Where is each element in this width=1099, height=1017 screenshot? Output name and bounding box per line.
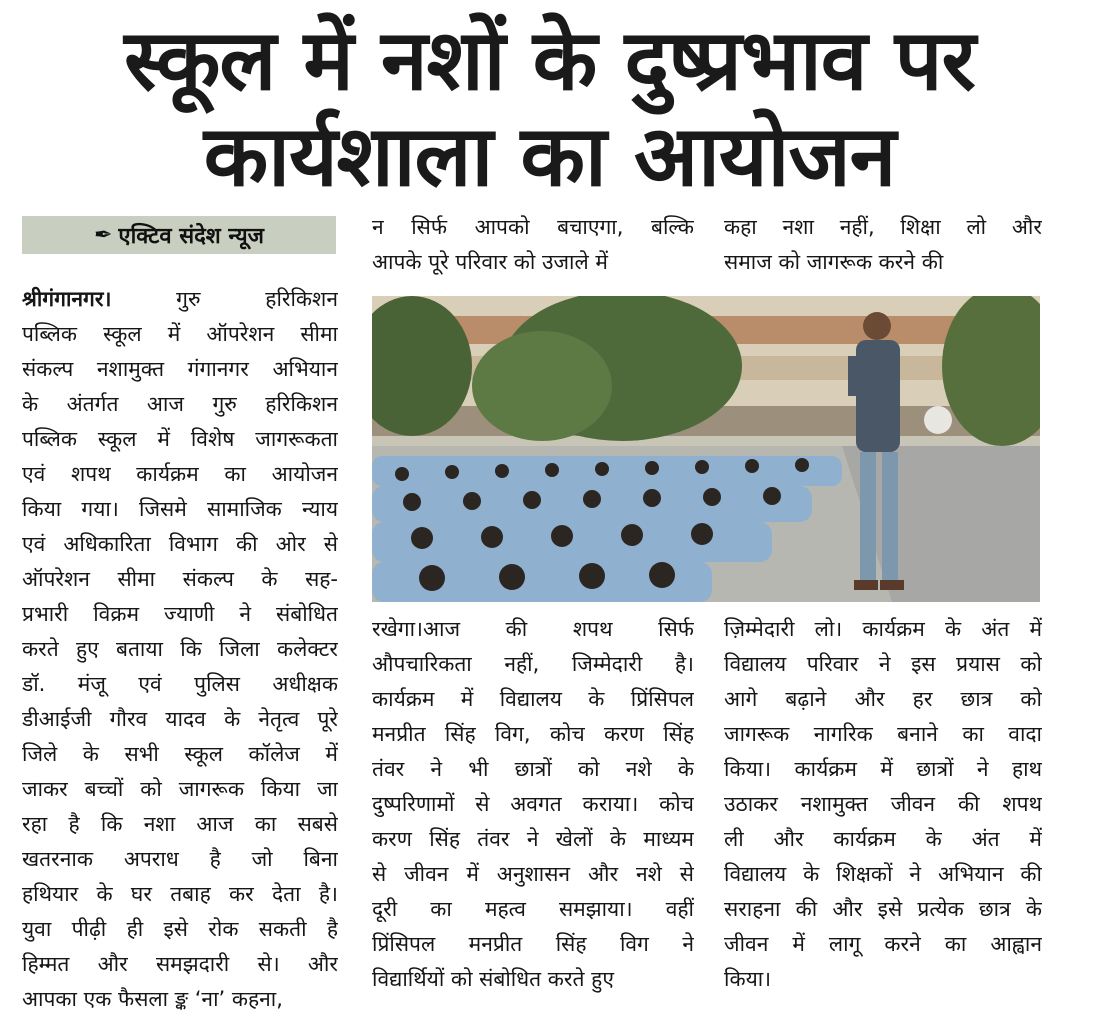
dateline: श्रीगंगानगर। xyxy=(22,287,112,311)
text-line: सराहना की और इसे प्रत्येक छात्र के xyxy=(724,897,1042,921)
text-line: के अंतर्गत आज गुरु हरिकिशन xyxy=(22,392,338,416)
byline-text: एक्टिव संदेश न्यूज xyxy=(118,224,265,249)
text-line: पब्लिक स्कूल में विशेष जागरूकता xyxy=(22,427,338,451)
text-line: समाज को जागरूक करने की xyxy=(724,250,944,274)
headline-line-1: स्कूल में नशों के दुष्प्रभाव पर xyxy=(124,11,975,109)
text-line: रहा है कि नशा आज का सबसे xyxy=(22,812,338,836)
text-line: एवं अधिकारिता विभाग की ओर से xyxy=(22,532,338,556)
text-line: दुष्परिणामों से अवगत कराया। कोच xyxy=(372,792,694,816)
photo-illustration xyxy=(372,296,1040,602)
text-line: कहा नशा नहीं, शिक्षा लो और xyxy=(724,215,1042,239)
text-line: किया। xyxy=(724,967,772,991)
text-line: प्रिंसिपल मनप्रीत सिंह विग ने xyxy=(372,932,694,956)
text-line: किया गया। जिसमे सामाजिक न्याय xyxy=(22,497,338,521)
text-line: प्रभारी विक्रम ज्याणी ने संबोधित xyxy=(22,602,338,626)
quill-icon: ✒ xyxy=(93,222,113,248)
article-column-1 xyxy=(22,282,338,1017)
text-line xyxy=(22,282,338,317)
text-line: किया। कार्यक्रम में छात्रों ने हाथ xyxy=(724,757,1042,781)
text-line: संकल्प नशामुक्त गंगानगर अभियान xyxy=(22,357,338,381)
text-line: न सिर्फ आपको बचाएगा, बल्कि xyxy=(372,215,694,239)
text-line: एवं शपथ कार्यक्रम का आयोजन xyxy=(22,462,338,486)
article-column-3-top xyxy=(724,210,1042,280)
text-line: खतरनाक अपराध है जो बिना xyxy=(22,847,338,871)
text-line: तंवर ने भी छात्रों को नशे के xyxy=(372,757,694,781)
text-line: विद्यालय परिवार ने इस प्रयास को xyxy=(724,652,1042,676)
article-column-3-bottom xyxy=(724,612,1042,997)
text-line: उठाकर नशामुक्त जीवन की शपथ xyxy=(724,792,1042,816)
text-line: पब्लिक स्कूल में ऑपरेशन सीमा xyxy=(22,322,338,346)
text-line: डीआईजी गौरव यादव के नेतृत्व पूरे xyxy=(22,707,338,731)
text-line: युवा पीढ़ी ही इसे रोक सकती है xyxy=(22,917,338,941)
text-line: रखेगा।आज की शपथ सिर्फ xyxy=(372,617,694,641)
text-line: आपका एक फैसला ङ्क ‘ना’ कहना, xyxy=(22,987,283,1011)
byline-box xyxy=(22,216,336,254)
text-line: जीवन में लागू करने का आह्वान xyxy=(724,932,1042,956)
headline-line-2: कार्यशाला का आयोजन xyxy=(203,107,896,205)
text-fragment: गुरु हरिकिशन xyxy=(111,287,338,311)
text-line: औपचारिकता नहीं, जिम्मेदारी है। xyxy=(372,652,694,676)
text-line: विद्यालय के शिक्षकों ने अभियान की xyxy=(724,862,1042,886)
text-line: जागरूक नागरिक बनाने का वादा xyxy=(724,722,1042,746)
article-column-2-bottom xyxy=(372,612,694,997)
text-line: ऑपरेशन सीमा संकल्प के सह- xyxy=(22,567,338,591)
text-line: आगे बढ़ाने और हर छात्र को xyxy=(724,687,1042,711)
text-line: जाकर बच्चों को जागरूक किया जा xyxy=(22,777,338,801)
workshop-photo xyxy=(372,296,1040,602)
text-line: से जीवन में अनुशासन और नशे से xyxy=(372,862,694,886)
text-line: ली और कार्यक्रम के अंत में xyxy=(724,827,1042,851)
text-line: हथियार के घर तबाह कर देता है। xyxy=(22,882,338,906)
article-column-2-top xyxy=(372,210,694,280)
text-line: मनप्रीत सिंह विग, कोच करण सिंह xyxy=(372,722,694,746)
text-line: कार्यक्रम में विद्यालय के प्रिंसिपल xyxy=(372,687,694,711)
text-line: हिम्मत और समझदारी से। और xyxy=(22,952,338,976)
text-line: डॉ. मंजू एवं पुलिस अधीक्षक xyxy=(22,672,338,696)
text-line: ज़िम्मेदारी लो। कार्यक्रम के अंत में xyxy=(724,617,1042,641)
text-line: दूरी का महत्व समझाया। वहीं xyxy=(372,897,694,921)
text-line: करण सिंह तंवर ने खेलों के माध्यम xyxy=(372,827,694,851)
text-line: विद्यार्थियों को संबोधित करते हुए xyxy=(372,967,614,991)
text-line: करते हुए बताया कि जिला कलेक्टर xyxy=(22,637,338,661)
text-line: जिले के सभी स्कूल कॉलेज में xyxy=(22,742,338,766)
text-line: आपके पूरे परिवार को उजाले में xyxy=(372,250,608,274)
